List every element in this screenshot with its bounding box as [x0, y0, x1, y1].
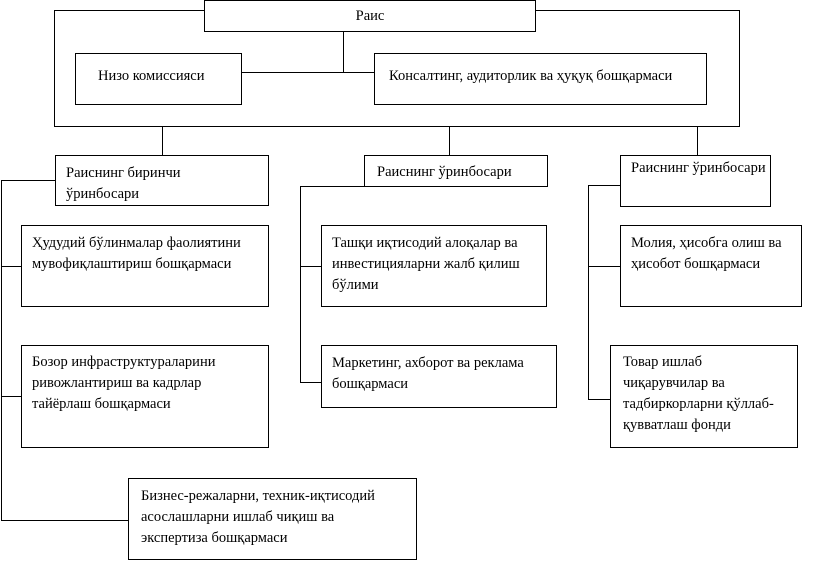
first-deputy-box: Раиснинг биринчи ўринбосари: [55, 155, 269, 206]
unit-marketing-info: Маркетинг, ахборот ва реклама бошқармаси: [321, 345, 557, 408]
top-frame-top-left: [54, 10, 204, 11]
top-frame-top-right: [536, 10, 739, 11]
branch-1-top: [1, 180, 55, 181]
drop-deputy-3: [697, 126, 698, 155]
top-frame-bottom: [54, 126, 740, 127]
branch-3-top: [588, 185, 620, 186]
unit-foreign-economic-relations: Ташқи иқтисодий алоқалар ва инвестицияларни жалб қилиш бўлими: [321, 225, 547, 307]
top-frame-left: [54, 10, 55, 126]
branch-2-unit-2: [300, 382, 321, 383]
staff-connector: [242, 72, 374, 73]
head-box: Раис: [204, 0, 536, 32]
deputy-2-box: Раиснинг ўринбосари: [364, 155, 548, 187]
branch-2-top: [300, 186, 364, 187]
drop-first-deputy: [162, 126, 163, 155]
unit-territorial-coordination: Ҳудудий бўлинмалар фаолиятини мувофиқлаштириш бошқармаси: [21, 225, 269, 307]
branch-1-unit-2: [1, 396, 21, 397]
branch-1-unit-1: [1, 266, 21, 267]
branch-2-unit-1: [300, 266, 321, 267]
unit-market-infrastructure: Бозор инфраструктураларини ривожлантириш ва кадрлар тайёрлаш бошқармаси: [21, 345, 269, 448]
branch-3-unit-2: [588, 399, 610, 400]
consulting-dept-box: Консалтинг, аудиторлик ва ҳуқуқ бошқармаси: [374, 53, 707, 105]
unit-finance-accounting: Молия, ҳисобга олиш ва ҳисобот бошқармаси: [620, 225, 802, 307]
branch-3-spine: [588, 185, 589, 399]
branch-1-spine: [1, 180, 2, 520]
head-stem: [343, 32, 344, 72]
branch-2-spine: [300, 186, 301, 382]
drop-deputy-2: [449, 126, 450, 155]
unit-producers-support-fund: Товар ишлаб чиқарувчилар ва тадбиркорларни қўллаб-қувватлаш фонди: [610, 345, 798, 448]
top-frame-right: [739, 10, 740, 126]
deputy-3-box: Раиснинг ўринбосари: [620, 155, 771, 207]
branch-3-unit-1: [588, 266, 620, 267]
branch-1-unit-3: [1, 520, 128, 521]
dispute-commission-box: Низо комиссияси: [75, 53, 242, 105]
unit-business-plans: Бизнес-режаларни, техник-иқтисодий асослашларни ишлаб чиқиш ва экспертиза бошқармаси: [128, 478, 417, 560]
